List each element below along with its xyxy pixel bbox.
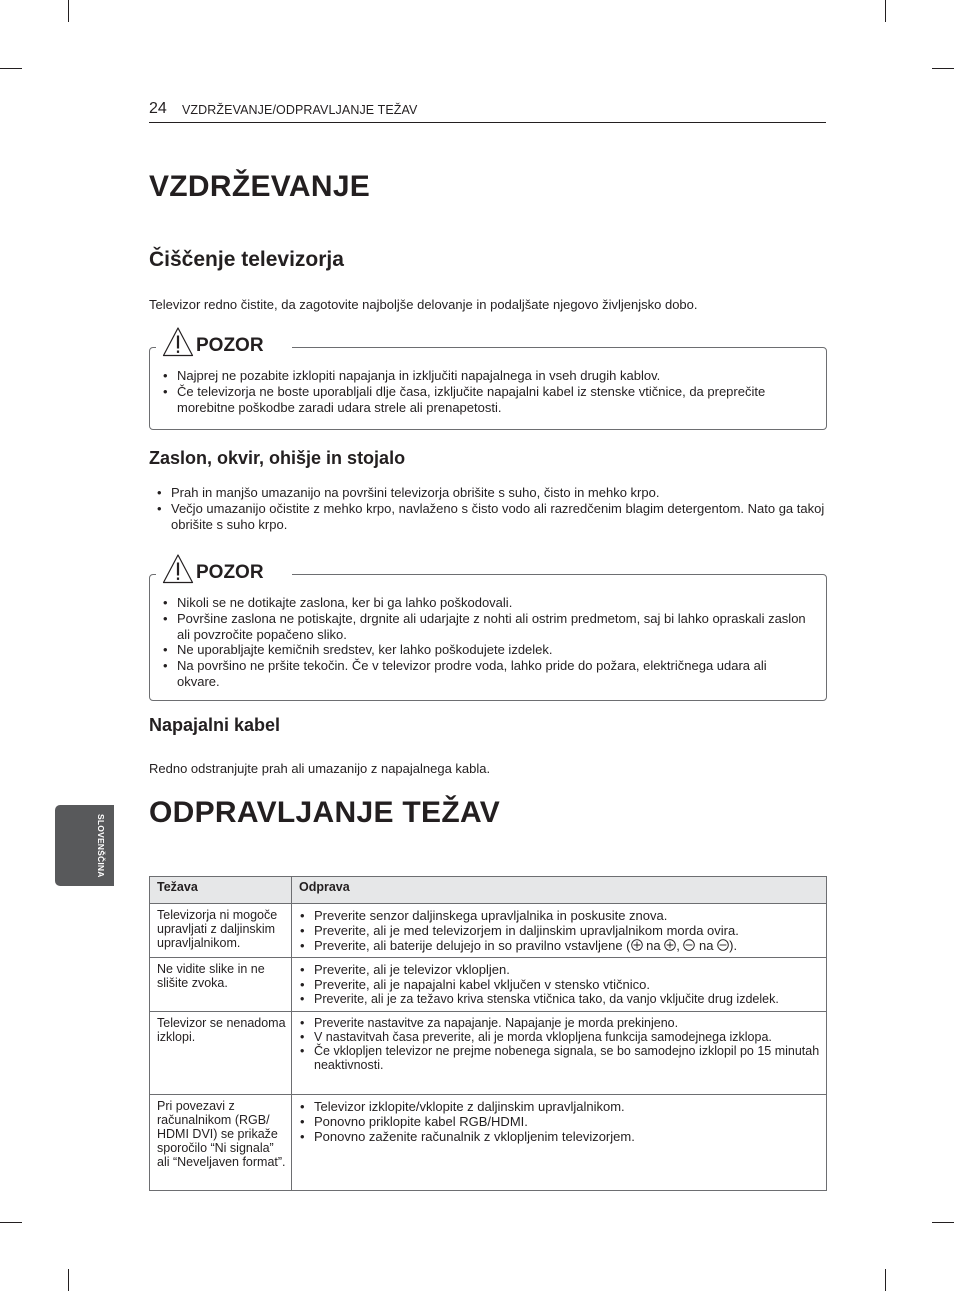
list-item: • V nastavitvah časa preverite, ali je morda vklopljena funkcija samodejnega izklopa. bbox=[300, 1030, 772, 1044]
page-number: 24 bbox=[149, 100, 167, 117]
table-header-row bbox=[150, 877, 827, 904]
table-row bbox=[150, 1012, 827, 1095]
caution-list bbox=[163, 595, 812, 690]
power-cable-text: Redno odstranjujte prah ali umazanijo z napajalnega kabla. bbox=[149, 761, 491, 776]
plus-circle-icon bbox=[631, 939, 643, 951]
minus-circle-icon bbox=[717, 939, 729, 951]
list-item: • Nikoli se ne dotikajte zaslona, ker bi ga lahko poškodovali. bbox=[163, 595, 513, 610]
problem-cell: Pri povezavi z računalnikom (RGB/ HDMI DVI) se prikaže sporočilo “Ni signala” ali “Neveljaven format”. bbox=[150, 1095, 292, 1191]
solution-cell bbox=[292, 958, 827, 1012]
cleaning-intro-text: Televizor redno čistite, da zagotovite najboljše delovanje in podaljšate njegovo življenjsko dobo. bbox=[149, 297, 698, 312]
column-header-solution: Odprava bbox=[292, 877, 827, 904]
list-item: • Na površino ne pršite tekočin. Če v televizor prodre voda, lahko pride do požara, električnega udara ali okvare. bbox=[163, 658, 767, 689]
subsection-title-screen: Zaslon, okvir, ohišje in stojalo bbox=[149, 448, 406, 468]
crop-mark bbox=[0, 1222, 22, 1223]
language-side-tab-label: SLOVENŠČINA bbox=[96, 814, 106, 878]
list-item: • Preverite senzor daljinskega upravljalnika in poskusite znova. bbox=[300, 908, 668, 923]
caution-label: POZOR bbox=[196, 562, 264, 583]
warning-triangle-icon bbox=[162, 553, 194, 585]
warning-triangle-icon bbox=[162, 326, 194, 358]
list-item: • Najprej ne pozabite izklopiti napajanja in izključiti napajalnega in vseh drugih kablov. bbox=[163, 368, 661, 383]
running-header bbox=[149, 100, 826, 123]
solution-cell bbox=[292, 904, 827, 958]
plus-circle-icon bbox=[664, 939, 676, 951]
solution-cell bbox=[292, 1012, 827, 1095]
table-row bbox=[150, 958, 827, 1012]
crop-mark bbox=[68, 0, 69, 22]
list-item: • Če televizorja ne boste uporabljali dlje časa, izključite napajalni kabel iz stenske vtičnice, da preprečite morebitne poškodbe zaradi udara strele ali prenapetosti. bbox=[163, 383, 766, 415]
list-item: • Ne uporabljajte kemičnih sredstev, ker lahko poškodujete izdelek. bbox=[163, 642, 553, 658]
crop-mark bbox=[68, 1269, 69, 1291]
minus-circle-icon bbox=[683, 939, 695, 951]
crop-mark bbox=[885, 1269, 886, 1291]
column-header-problem: Težava bbox=[150, 877, 292, 904]
caution-label: POZOR bbox=[196, 335, 264, 356]
caution-box bbox=[149, 335, 827, 430]
caution-box bbox=[149, 562, 827, 701]
subsection-title-cleaning: Čiščenje televizorja bbox=[149, 248, 344, 271]
crop-mark bbox=[885, 0, 886, 22]
list-item: • Preverite, ali je za težavo kriva stenska vtičnica tako, da vanjo vključite drug izdelek. bbox=[300, 992, 779, 1006]
list-item: • Preverite, ali je televizor vklopljen. bbox=[300, 962, 510, 977]
problem-cell: Televizorja ni mogoče upravljati z daljinskim upravljalnikom. bbox=[150, 904, 292, 958]
section-title-troubleshooting: ODPRAVLJANJE TEŽAV bbox=[149, 796, 501, 829]
list-item: • Prah in manjšo umazanijo na površini televizorja obrišite s suho, čisto in mehko krpo. bbox=[157, 485, 660, 500]
list-item: • Večjo umazanijo očistite z mehko krpo, navlaženo s čisto vodo ali razredčenim blagim detergentom. Nato ga takoj obrišite s suho krpo. bbox=[157, 500, 825, 532]
section-title-maintenance: VZDRŽEVANJE bbox=[149, 170, 371, 203]
table-row bbox=[150, 904, 827, 958]
crop-mark bbox=[0, 68, 22, 69]
caution-list bbox=[163, 368, 812, 415]
list-item: • Preverite, ali je med televizorjem in daljinskim upravljalnikom morda ovira. bbox=[300, 923, 739, 938]
crop-mark bbox=[932, 68, 954, 69]
list-item: • Preverite, ali je napajalni kabel vključen v stensko vtičnico. bbox=[300, 977, 651, 992]
caution-heading bbox=[156, 324, 292, 360]
header-title: VZDRŽEVANJE/ODPRAVLJANJE TEŽAV bbox=[182, 103, 418, 117]
caution-heading bbox=[156, 551, 292, 587]
list-item: • Preverite nastavitve za napajanje. Napajanje je morda prekinjeno. bbox=[300, 1016, 679, 1030]
list-item: • Če vklopljen televizor ne prejme nobenega signala, se bo samodejno izklopil po 15 minutah neaktivnosti. bbox=[300, 1044, 820, 1072]
list-item: • Ponovno priklopite kabel RGB/HDMI. bbox=[300, 1114, 528, 1129]
list-item: • Površine zaslona ne potiskajte, drgnite ali udarjajte z nohti ali ostrim predmetom, saj bi lahko opraskali zaslon ali povzročite popačeno sliko. bbox=[163, 610, 806, 642]
problem-cell: Ne vidite slike in ne slišite zvoka. bbox=[150, 958, 292, 1012]
problem-cell: Televizor se nenadoma izklopi. bbox=[150, 1012, 292, 1095]
table-row bbox=[150, 1095, 827, 1191]
subsection-title-power-cable: Napajalni kabel bbox=[149, 715, 281, 735]
list-item: • Televizor izklopite/vklopite z daljinskim upravljalnikom. bbox=[300, 1099, 625, 1114]
screen-cleaning-list bbox=[157, 485, 826, 532]
list-item: • Ponovno zaženite računalnik z vklopljenim televizorjem. bbox=[300, 1129, 635, 1144]
list-item: • Preverite, ali baterije delujejo in so pravilno vstavljene ( na , na ). bbox=[300, 938, 738, 953]
crop-mark bbox=[932, 1222, 954, 1223]
troubleshooting-table bbox=[149, 876, 827, 1191]
solution-cell bbox=[292, 1095, 827, 1191]
